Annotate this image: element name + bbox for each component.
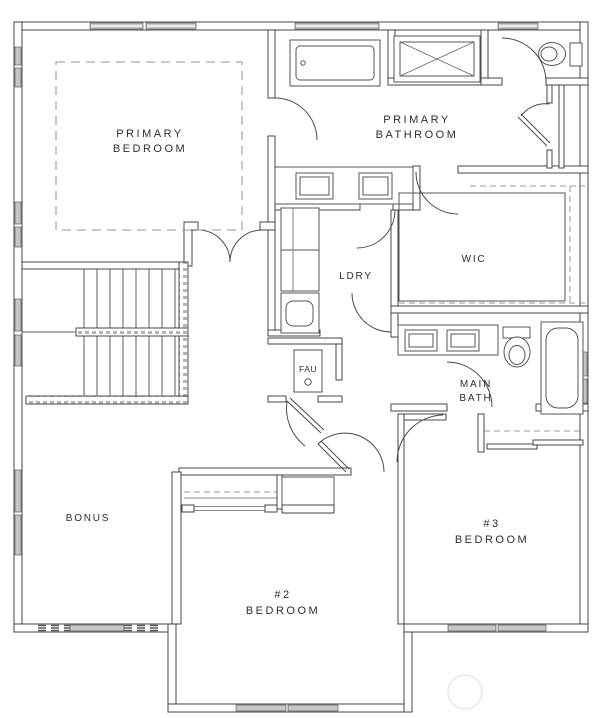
room-label-main-bath: MAIN	[459, 379, 493, 390]
wall-segment	[277, 475, 282, 509]
room-label-fau: FAU	[298, 364, 318, 374]
door-arc-double-right	[230, 230, 262, 262]
wall-segment	[478, 414, 484, 452]
wall-segment	[481, 78, 502, 85]
bedroom-2-closet	[182, 475, 334, 513]
shower-icon	[394, 36, 480, 82]
closet-slider-door	[533, 440, 583, 445]
wall-segment	[268, 338, 342, 344]
wall-segment	[546, 78, 588, 85]
door-arc-hall	[352, 293, 391, 332]
window	[448, 625, 496, 631]
room-label-primary-bathroom: PRIMARY	[383, 114, 451, 126]
door-arc-linen	[521, 104, 549, 116]
utility-sink-icon	[281, 293, 319, 333]
door-leaf-linen	[521, 114, 550, 143]
wall-segment	[391, 210, 398, 337]
staircase	[22, 262, 188, 404]
room-label-bonus: BONUS	[65, 513, 111, 524]
window	[15, 47, 21, 65]
wall-segment	[179, 468, 351, 475]
washer-dryer-icon	[281, 208, 319, 291]
wall-segment	[458, 166, 588, 173]
room-label-bedroom-3: BEDROOM	[454, 534, 530, 546]
wall-segment	[184, 230, 192, 266]
doors	[198, 38, 550, 472]
wall-segment	[559, 85, 564, 168]
wall-segment	[282, 505, 334, 513]
window	[236, 705, 286, 711]
wall-segment	[172, 472, 181, 624]
door-arc-fau	[286, 401, 305, 446]
door-leaf-fau	[287, 401, 321, 433]
room-label-primary-bedroom: BEDROOM	[112, 143, 188, 155]
wall-segment	[268, 230, 275, 332]
door-leaf-linen	[518, 117, 547, 146]
window	[15, 335, 21, 366]
window	[15, 68, 21, 87]
window	[70, 625, 124, 631]
toilet-icon	[503, 327, 530, 367]
door-arc-primary-bath	[275, 98, 317, 140]
room-label-bedroom-2: #2	[274, 589, 292, 601]
dashed-lines	[56, 62, 585, 492]
wall-segment	[547, 85, 552, 103]
room-label-primary-bathroom: BATHROOM	[375, 129, 459, 141]
wall-segment	[184, 222, 198, 230]
window	[15, 515, 21, 555]
room-label-main-bath: BATH	[459, 393, 493, 404]
room-label-wic: WIC	[461, 254, 487, 265]
wall-segment	[22, 262, 186, 269]
wall-segment	[547, 150, 552, 168]
door-arc-bedroom-2	[318, 433, 384, 472]
door-leaf-fau	[290, 398, 324, 430]
wall-segment	[268, 136, 275, 230]
watermark-circle	[448, 675, 482, 709]
wall-segment	[168, 624, 176, 712]
window	[15, 227, 21, 247]
wall-segment	[404, 632, 412, 712]
bathtub-icon	[290, 40, 380, 86]
window	[498, 625, 546, 631]
window	[15, 299, 21, 331]
closet-shelf-line	[399, 193, 565, 301]
wall-segment	[336, 344, 342, 380]
door-arc-double-left	[198, 230, 230, 262]
door-arc-water-closet	[502, 38, 546, 82]
closet-slider-door	[487, 444, 537, 449]
room-label-bedroom-3: #3	[483, 518, 501, 530]
wall-segment	[481, 30, 488, 82]
wall-segment	[260, 222, 275, 230]
bathtub-icon	[541, 322, 583, 414]
stair-railing	[76, 328, 188, 336]
wall-segment	[391, 306, 588, 313]
wic-shelving	[399, 193, 565, 301]
vanity-double-sink	[398, 325, 498, 355]
wall-segment	[391, 404, 447, 411]
wall-segment	[268, 396, 286, 402]
wall-segment	[182, 505, 194, 512]
wall-segment	[265, 505, 277, 512]
window	[15, 202, 21, 224]
wall-segment	[268, 30, 275, 98]
window	[288, 705, 338, 711]
wall-segment	[398, 414, 404, 624]
wall-segment	[318, 396, 342, 402]
room-label-laundry: LDRY	[339, 271, 373, 282]
stair-railing	[26, 396, 188, 404]
room-label-primary-bedroom: PRIMARY	[116, 128, 184, 140]
bedroom-3-closet	[487, 440, 583, 449]
vanity-double-sink	[275, 167, 413, 204]
window	[15, 470, 21, 512]
door-leaf-bedroom-2	[321, 441, 349, 469]
toilet-icon	[539, 43, 583, 67]
room-label-bedroom-2: BEDROOM	[245, 605, 321, 617]
door-arc-laundry	[357, 210, 395, 248]
laundry-fixtures	[281, 208, 319, 333]
